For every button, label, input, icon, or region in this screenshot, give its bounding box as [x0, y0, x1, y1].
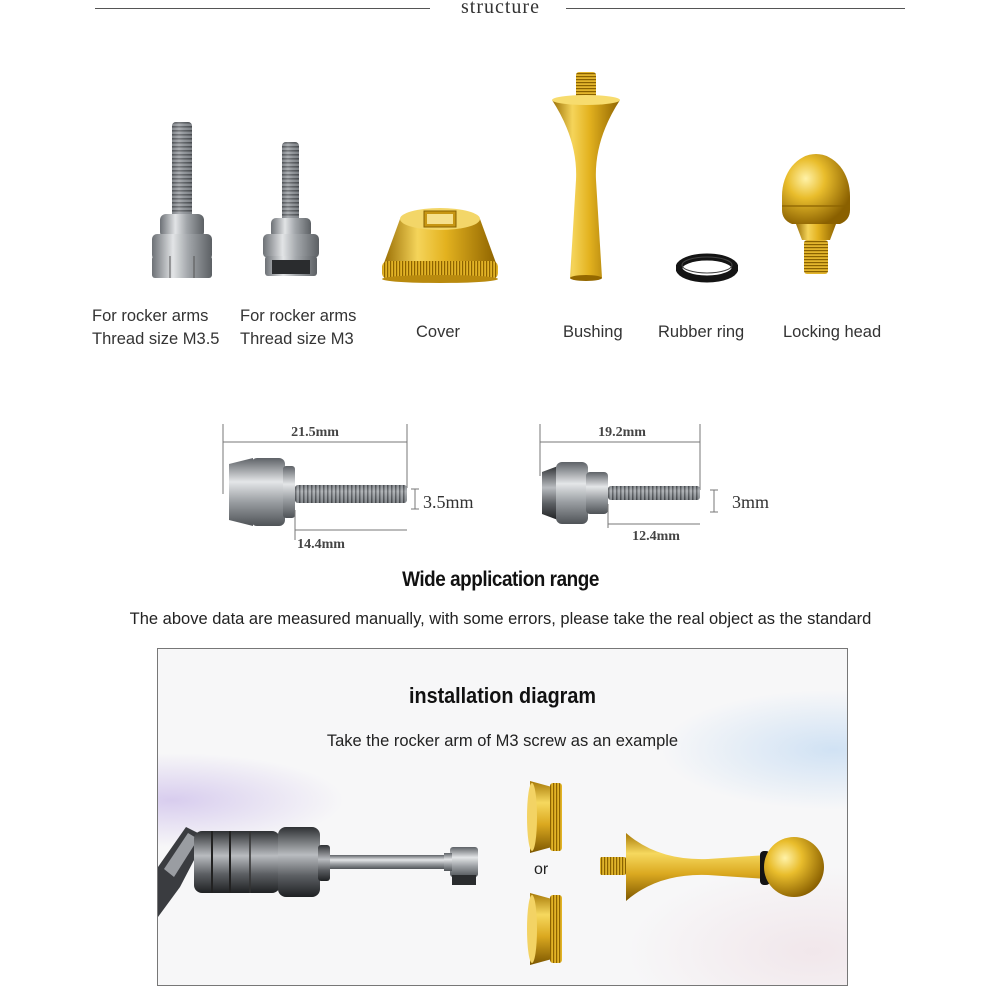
dim-m35-total-length: 21.5mm: [291, 425, 339, 440]
dim-m3-diameter: 3mm: [732, 492, 770, 512]
cover-bottom-icon: [526, 889, 566, 969]
installation-subtitle: Take the rocker arm of M3 screw as an example: [326, 732, 679, 750]
dimension-diagram-m3: [532, 420, 802, 552]
label-screw-m35-line1: For rocker arms: [92, 307, 209, 325]
label-screw-m35: [92, 305, 219, 351]
label-locking-head: Locking head: [783, 323, 882, 341]
label-rubber-ring: Rubber ring: [658, 323, 745, 341]
label-screw-m35-line2: Thread size M3.5: [92, 330, 220, 348]
locking-head-icon: [774, 148, 858, 278]
dim-m3-thread-length: 12.4mm: [632, 529, 680, 544]
label-bushing: Bushing: [563, 323, 623, 341]
or-label: or: [534, 861, 549, 878]
measurement-note: The above data are measured manually, with some errors, please take the real object as the standard: [129, 610, 872, 628]
label-cover: Cover: [416, 323, 461, 341]
cover-top-icon: [526, 777, 566, 857]
dim-m35-thread-length: 14.4mm: [297, 537, 345, 552]
label-screw-m3: [240, 305, 356, 351]
installation-panel: [157, 648, 848, 986]
screw-m35-icon: [146, 118, 218, 283]
rocker-arm-icon: [158, 817, 488, 927]
cover-icon: [378, 205, 502, 285]
installation-title: installation diagram: [408, 683, 597, 708]
dim-m3-total-length: 19.2mm: [598, 425, 646, 440]
label-screw-m3-line1: For rocker arms: [240, 307, 357, 325]
dimension-diagram-m35: [215, 418, 505, 558]
assembled-knob-icon: [598, 825, 830, 909]
section-title: structure: [461, 0, 540, 18]
application-heading: Wide application range: [402, 568, 599, 591]
screw-m3-icon: [258, 138, 324, 280]
bushing-icon: [546, 70, 626, 285]
rubber-ring-icon: [676, 253, 738, 283]
dim-m35-diameter: 3.5mm: [423, 492, 474, 512]
label-screw-m3-line2: Thread size M3: [240, 330, 354, 348]
